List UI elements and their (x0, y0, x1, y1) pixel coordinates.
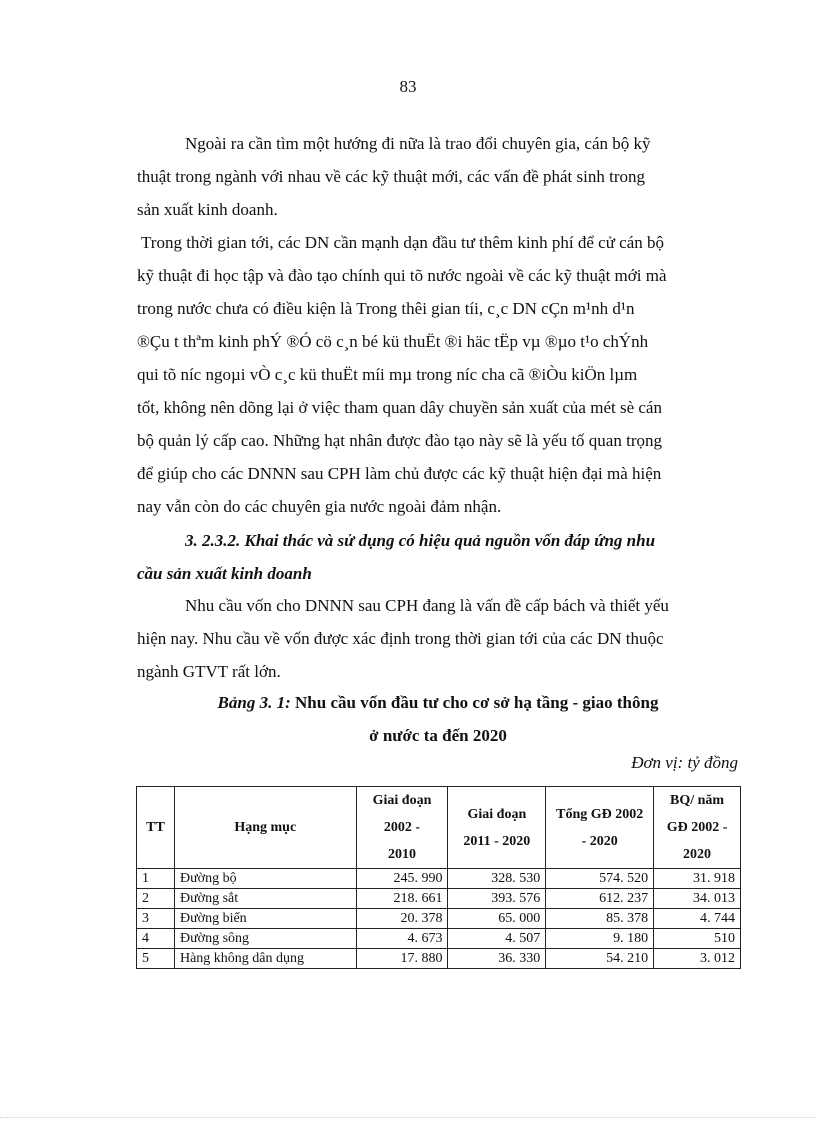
cell-value: 20. 378 (356, 909, 448, 929)
cell-value: 31. 918 (654, 869, 741, 889)
cell-tt: 3 (137, 909, 175, 929)
paragraph-line: nay vẫn còn do các chuyên gia nước ngoài đảm nhận. (137, 497, 502, 516)
cell-value: 4. 507 (448, 929, 546, 949)
table-row (137, 889, 741, 909)
cell-value: 34. 013 (654, 889, 741, 909)
cell-tt: 2 (137, 889, 175, 909)
header-cell: Giai đoạn 2002 - 2010 (356, 787, 448, 869)
header-cell: Tổng GĐ 2002 - 2020 (546, 787, 654, 869)
cell-tt: 4 (137, 929, 175, 949)
header-cell: Hạng mục (174, 787, 356, 869)
table-header-row (137, 787, 741, 869)
paragraph-line: Trong thời gian tới, các DN cần mạnh dạn đầu tư thêm kinh phí để cử cán bộ (141, 233, 664, 252)
cell-value: 393. 576 (448, 889, 546, 909)
cell-tt: 1 (137, 869, 175, 889)
heading-line: cầu sản xuất kinh doanh (137, 564, 312, 583)
cell-category: Đường biển (174, 909, 356, 929)
cell-value: 3. 012 (654, 949, 741, 969)
cell-value: 9. 180 (546, 929, 654, 949)
header-cell: TT (137, 787, 175, 869)
cell-value: 65. 000 (448, 909, 546, 929)
table-row (137, 949, 741, 969)
cell-category: Hàng không dân dụng (174, 949, 356, 969)
cell-value: 4. 744 (654, 909, 741, 929)
cell-value: 4. 673 (356, 929, 448, 949)
table-row (137, 909, 741, 929)
paragraph-line: để giúp cho các DNNN sau CPH làm chủ được các kỹ thuật hiện đại mà hiện (137, 464, 662, 483)
cell-tt: 5 (137, 949, 175, 969)
cell-category: Đường sắt (174, 889, 356, 909)
cell-value: 218. 661 (356, 889, 448, 909)
cell-value: 54. 210 (546, 949, 654, 969)
header-cell: BQ/ năm GĐ 2002 - 2020 (654, 787, 741, 869)
paragraph-line: thuật trong ngành với nhau về các kỹ thuật mới, các vấn đề phát sinh trong (137, 167, 646, 186)
paragraph-line: qui tõ níc ngoµi vÒ c¸c kü thuËt míi mµ trong níc cha cã ®iÒu kiÖn lµm (137, 365, 638, 384)
heading-line: 3. 2.3.2. Khai thác và sử dụng có hiệu quả nguồn vốn đáp ứng nhu (185, 531, 656, 550)
table-caption (137, 686, 739, 752)
paragraph-line: ®Çu t thªm kinh phÝ ®Ó cö c¸n bé kü thuËt ®i häc tËp vµ ®µo t¹o chÝnh (137, 332, 649, 351)
caption-line (137, 686, 739, 719)
cell-value: 85. 378 (546, 909, 654, 929)
caption-label: Bảng 3. 1: (217, 693, 291, 712)
paragraph-line: tốt, không nên dõng lại ở việc tham quan dây chuyền sản xuất của mét sè cán (137, 398, 662, 417)
paragraph-line: bộ quản lý cấp cao. Những hạt nhân được đào tạo này sẽ là yếu tố quan trọng (137, 431, 662, 450)
page-number: 83 (399, 77, 417, 96)
header-cell: Giai đoạn 2011 - 2020 (448, 787, 546, 869)
table-row (137, 929, 741, 949)
cell-value: 612. 237 (546, 889, 654, 909)
unit-label: Đơn vị: tỷ đồng (631, 753, 738, 772)
cell-value: 510 (654, 929, 741, 949)
paragraph-line: trong nước chưa có điều kiện là Trong thêi gian tíi, c¸c DN cÇn m¹nh d¹n (137, 299, 635, 318)
cell-category: Đường bộ (174, 869, 356, 889)
caption-title: Nhu cầu vốn đầu tư cho cơ sở hạ tầng - giao thông (290, 693, 659, 712)
page-bottom-divider (0, 1117, 816, 1118)
paragraph-line: Nhu cầu vốn cho DNNN sau CPH đang là vấn đề cấp bách và thiết yếu (185, 596, 669, 615)
paragraph-1 (137, 127, 739, 226)
section-heading (137, 524, 739, 590)
cell-category: Đường sông (174, 929, 356, 949)
paragraph-line: sản xuất kinh doanh. (137, 200, 278, 219)
paragraph-line: Ngoài ra cần tìm một hướng đi nữa là trao đổi chuyên gia, cán bộ kỹ (185, 134, 651, 153)
paragraph-2 (137, 226, 739, 523)
caption-title-line-2: ở nước ta đến 2020 (369, 726, 507, 745)
paragraph-3 (137, 589, 739, 688)
cell-value: 574. 520 (546, 869, 654, 889)
paragraph-line: hiện nay. Nhu cầu về vốn được xác định trong thời gian tới của các DN thuộc (137, 629, 664, 648)
cell-value: 36. 330 (448, 949, 546, 969)
cell-value: 17. 880 (356, 949, 448, 969)
table-row (137, 869, 741, 889)
paragraph-line: kỹ thuật đi học tập và đào tạo chính qui tõ nước ngoài về các kỹ thuật mới mà (137, 266, 667, 285)
cell-value: 245. 990 (356, 869, 448, 889)
cell-value: 328. 530 (448, 869, 546, 889)
paragraph-line: ngành GTVT rất lớn. (137, 662, 281, 681)
investment-table (136, 786, 741, 969)
